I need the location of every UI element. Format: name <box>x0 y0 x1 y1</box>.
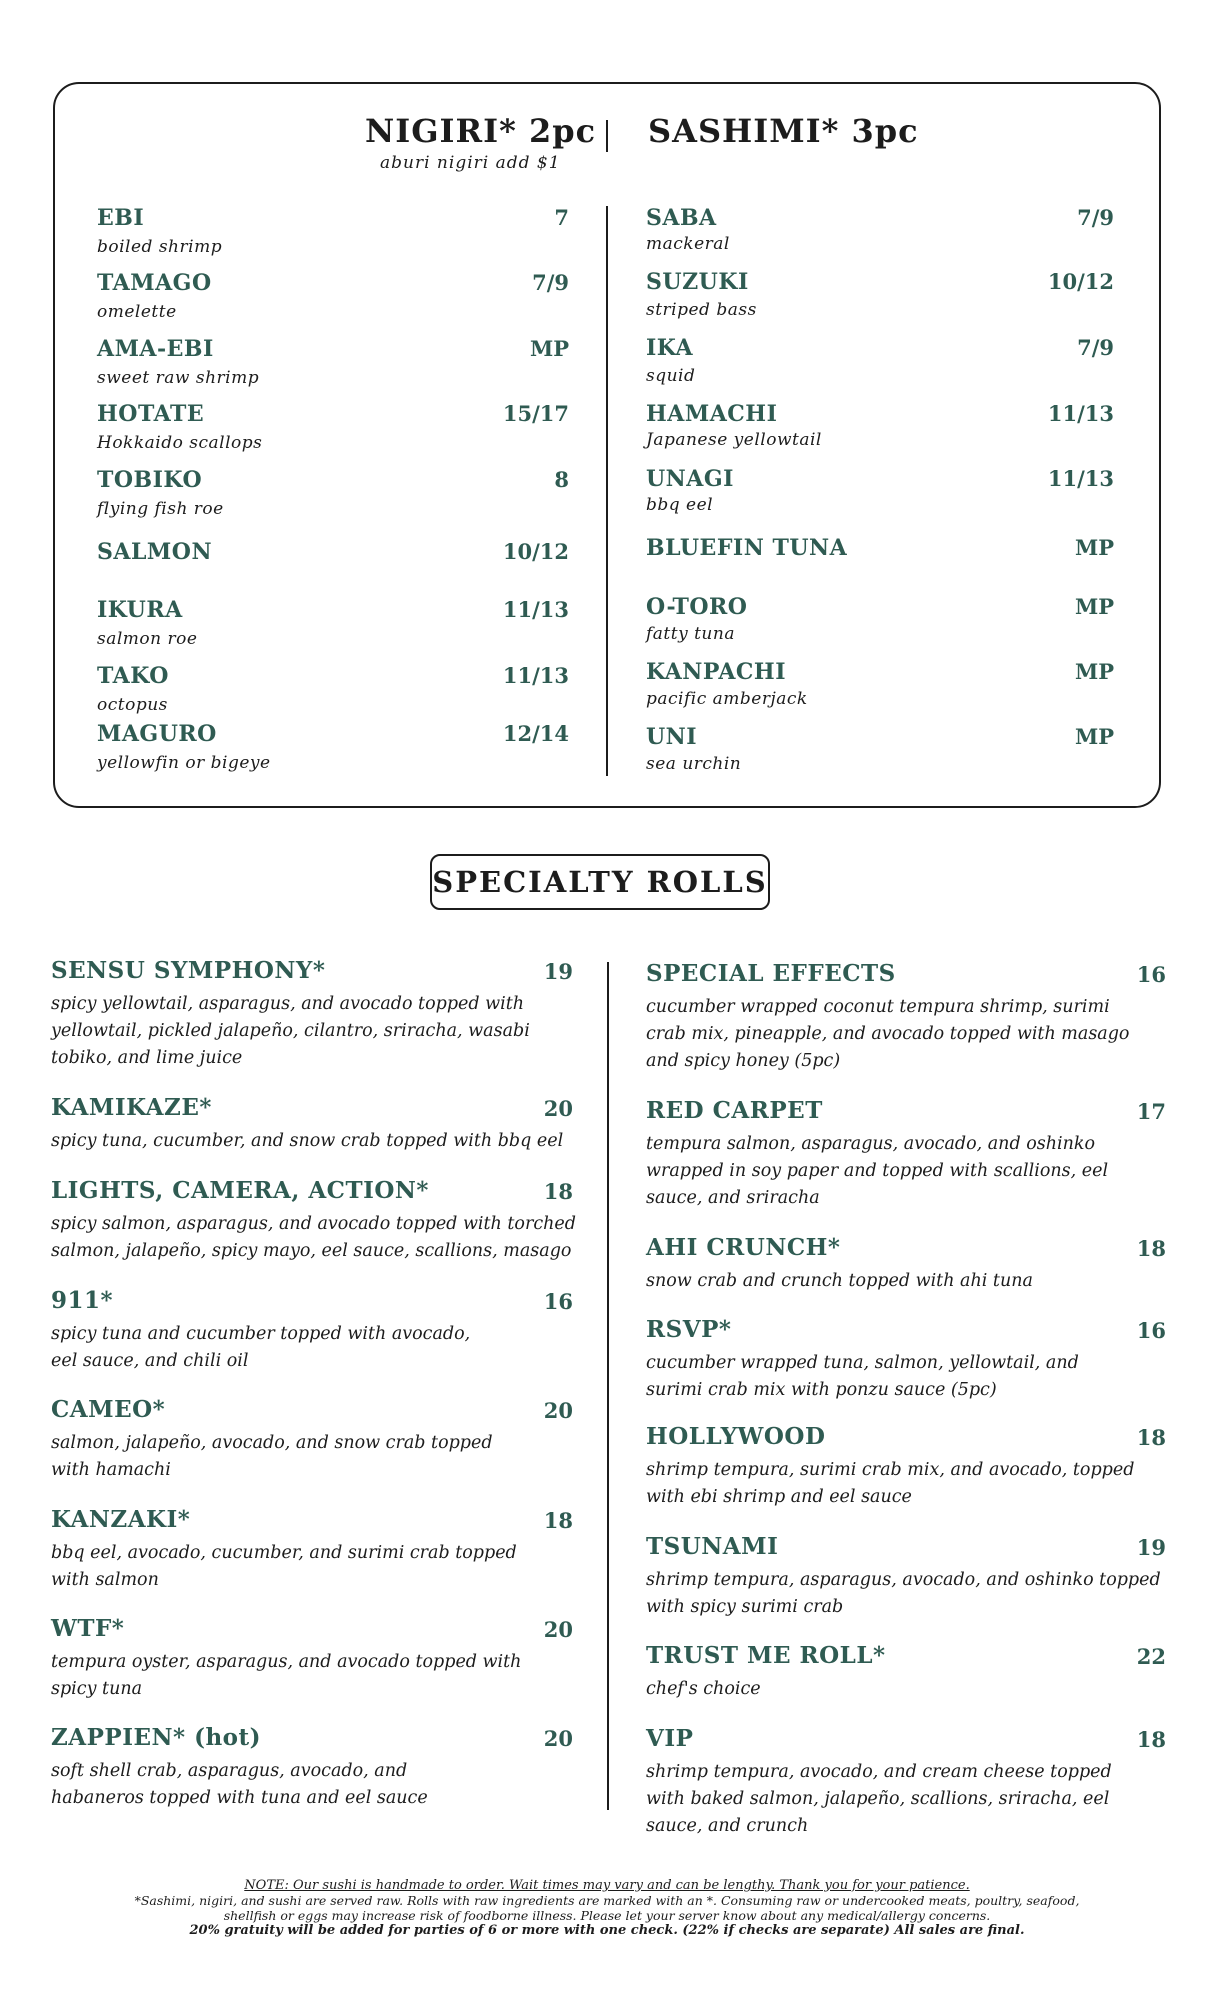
item-price: MP <box>1074 535 1114 560</box>
roll-desc: spicy tuna and cucumber topped with avocado, eel sauce, and chili oil <box>51 1324 471 1371</box>
roll-price: 16 <box>543 1289 573 1314</box>
roll-desc: tempura salmon, asparagus, avocado, and oshinko wrapped in soy paper and topped with scallions, eel sauce, and sriracha <box>646 1134 1109 1208</box>
item-price: 15/17 <box>502 401 569 426</box>
item-name: SALMON <box>97 539 213 565</box>
item-desc: flying fish roe <box>97 499 224 519</box>
item-desc: salmon roe <box>97 629 198 649</box>
roll-desc: shrimp tempura, avocado, and cream cheese topped with baked salmon, jalapeño, scallions, sriracha, eel sauce, and crunch <box>646 1762 1112 1836</box>
item-name: TOBIKO <box>97 467 203 493</box>
aburi-note: aburi nigiri add $1 <box>380 153 561 173</box>
item-price: MP <box>1074 594 1114 619</box>
roll-price: 18 <box>1136 1727 1166 1752</box>
roll-name: SENSU SYMPHONY* <box>51 957 326 984</box>
item-price: 12/14 <box>502 721 569 746</box>
item-price: 10/12 <box>502 539 569 564</box>
item-name: HAMACHI <box>646 401 778 427</box>
item-desc: Hokkaido scallops <box>97 433 263 453</box>
item-name: IKURA <box>97 597 183 623</box>
roll-desc: cucumber wrapped coconut tempura shrimp, surimi crab mix, pineapple, and avocado topped with masago and spicy honey (5pc) <box>646 997 1130 1071</box>
item-name: AMA-EBI <box>97 336 214 362</box>
nigiri-heading: NIGIRI* 2pc <box>365 112 597 150</box>
roll-price: 18 <box>1136 1425 1166 1450</box>
item-desc: sweet raw shrimp <box>97 368 260 388</box>
roll-desc: spicy yellowtail, asparagus, and avocado topped with yellowtail, pickled jalapeño, cilantro, sriracha, wasabi tobiko, and lime juice <box>51 994 530 1068</box>
item-desc: sea urchin <box>646 754 742 774</box>
roll-name: SPECIAL EFFECTS <box>646 960 896 987</box>
roll-price: 18 <box>543 1179 573 1204</box>
item-desc: omelette <box>97 302 177 322</box>
item-name: MAGURO <box>97 721 217 747</box>
item-desc: mackeral <box>646 234 730 254</box>
sashimi-heading: SASHIMI* 3pc <box>648 112 919 150</box>
item-name: SABA <box>646 205 717 231</box>
roll-name: VIP <box>646 1725 694 1752</box>
roll-price: 18 <box>543 1508 573 1533</box>
item-desc: fatty tuna <box>646 624 735 644</box>
roll-name: RED CARPET <box>646 1097 823 1124</box>
roll-name: ZAPPIEN* (hot) <box>51 1724 262 1751</box>
roll-desc: cucumber wrapped tuna, salmon, yellowtail, and surimi crab mix with ponzu sauce (5pc) <box>646 1353 1079 1400</box>
roll-desc: salmon, jalapeño, avocado, and snow crab topped with hamachi <box>51 1433 493 1480</box>
item-name: IKA <box>646 335 694 361</box>
item-desc: Japanese yellowtail <box>646 430 822 450</box>
item-desc: squid <box>646 366 696 386</box>
item-desc: boiled shrimp <box>97 237 223 257</box>
roll-desc: snow crab and crunch topped with ahi tuna <box>646 1271 1033 1291</box>
specialty-rolls-title: SPECIALTY ROLLS <box>430 854 770 910</box>
handmade-note: NOTE: Our sushi is handmade to order. Wait times may vary and can be lengthy. Thank you for your patience. <box>244 1878 970 1893</box>
gratuity-note: 20% gratuity will be added for parties of 6 or more with one check. (22% if checks are separate) All sales are final. <box>189 1923 1025 1938</box>
item-price: 11/13 <box>502 597 569 622</box>
roll-price: 19 <box>543 959 573 984</box>
item-name: UNAGI <box>646 466 734 492</box>
item-name: TAMAGO <box>97 270 212 296</box>
roll-name: RSVP* <box>646 1316 732 1343</box>
roll-desc: chef's choice <box>646 1679 761 1699</box>
roll-desc: spicy salmon, asparagus, and avocado topped with torched salmon, jalapeño, spicy mayo, eel sauce, scallions, masago <box>51 1214 576 1261</box>
roll-name: 911* <box>51 1287 114 1314</box>
item-price: 11/13 <box>1047 466 1114 491</box>
roll-name: HOLLYWOOD <box>646 1423 826 1450</box>
raw-warning-line-1: *Sashimi, nigiri, and sushi are served raw. Rolls with raw ingredients are marked with an *. Consuming raw or undercooked meats, poultry, seafood, <box>134 1893 1080 1908</box>
roll-name: TSUNAMI <box>646 1533 779 1560</box>
roll-desc: bbq eel, avocado, cucumber, and surimi crab topped with salmon <box>51 1543 517 1590</box>
item-name: O-TORO <box>646 594 748 620</box>
roll-name: AHI CRUNCH* <box>646 1234 841 1261</box>
item-name: KANPACHI <box>646 659 787 685</box>
item-price: 7/9 <box>1077 335 1114 360</box>
item-desc: octopus <box>97 695 168 715</box>
roll-name: TRUST ME ROLL* <box>646 1642 886 1669</box>
item-desc: yellowfin or bigeye <box>97 753 271 773</box>
roll-name: WTF* <box>51 1615 125 1642</box>
roll-name: KANZAKI* <box>51 1506 191 1533</box>
roll-price: 16 <box>1136 962 1166 987</box>
roll-name: CAMEO* <box>51 1396 166 1423</box>
item-price: 7 <box>554 205 569 230</box>
roll-price: 20 <box>543 1617 573 1642</box>
item-name: BLUEFIN TUNA <box>646 535 848 561</box>
roll-price: 16 <box>1136 1318 1166 1343</box>
footer-notes <box>60 1878 1154 1938</box>
roll-price: 20 <box>543 1726 573 1751</box>
item-name: TAKO <box>97 663 169 689</box>
roll-name: LIGHTS, CAMERA, ACTION* <box>51 1177 429 1204</box>
item-price: 7/9 <box>1077 205 1114 230</box>
roll-desc: spicy tuna, cucumber, and snow crab topped with bbq eel <box>51 1131 564 1151</box>
roll-desc: soft shell crab, asparagus, avocado, and habaneros topped with tuna and eel sauce <box>51 1761 428 1808</box>
roll-price: 20 <box>543 1096 573 1121</box>
item-price: MP <box>1074 724 1114 749</box>
heading-divider <box>606 120 608 152</box>
item-name: HOTATE <box>97 401 205 427</box>
roll-desc: shrimp tempura, asparagus, avocado, and oshinko topped with spicy surimi crab <box>646 1570 1161 1617</box>
rolls-column-divider <box>607 962 609 1810</box>
roll-price: 19 <box>1136 1535 1166 1560</box>
item-price: 10/12 <box>1047 269 1114 294</box>
item-price: 8 <box>554 467 569 492</box>
roll-desc: shrimp tempura, surimi crab mix, and avocado, topped with ebi shrimp and eel sauce <box>646 1460 1135 1507</box>
item-desc: bbq eel <box>646 495 714 515</box>
roll-price: 20 <box>543 1398 573 1423</box>
raw-warning-line-2: shellfish or eggs may increase risk of foodborne illness. Please let your server know about any medical/allergy concerns. <box>223 1908 991 1923</box>
item-desc: striped bass <box>646 300 757 320</box>
roll-price: 17 <box>1136 1099 1166 1124</box>
item-price: 11/13 <box>502 663 569 688</box>
roll-name: KAMIKAZE* <box>51 1094 212 1121</box>
item-price: MP <box>529 336 569 361</box>
item-desc: pacific amberjack <box>646 689 808 709</box>
item-price: MP <box>1074 659 1114 684</box>
item-price: 11/13 <box>1047 401 1114 426</box>
column-divider <box>606 206 608 776</box>
item-price: 7/9 <box>532 270 569 295</box>
roll-price: 22 <box>1136 1644 1166 1669</box>
roll-desc: tempura oyster, asparagus, and avocado topped with spicy tuna <box>51 1652 522 1699</box>
item-name: SUZUKI <box>646 269 749 295</box>
item-name: EBI <box>97 205 145 231</box>
item-name: UNI <box>646 724 698 750</box>
roll-price: 18 <box>1136 1236 1166 1261</box>
